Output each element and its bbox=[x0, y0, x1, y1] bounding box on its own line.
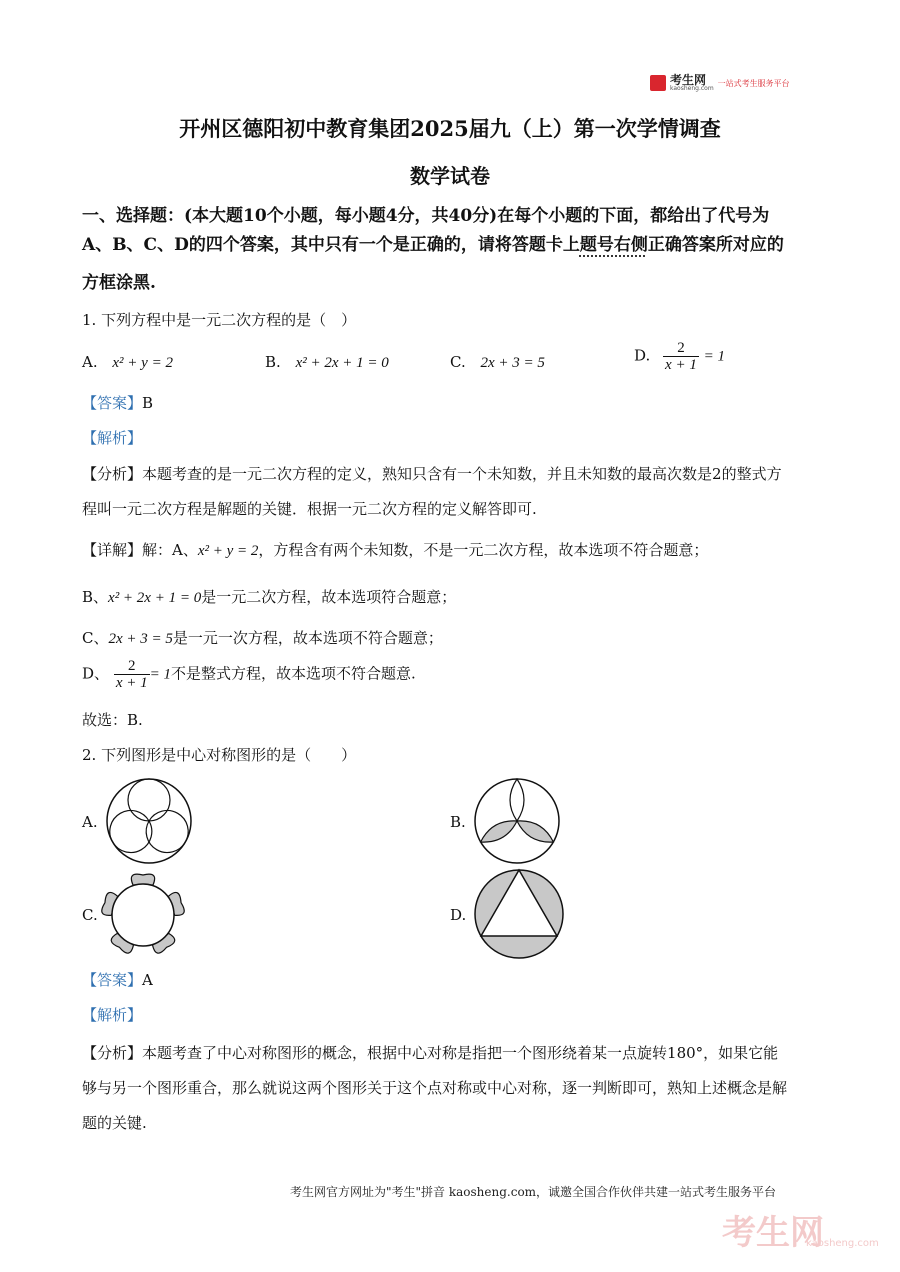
option-fraction bbox=[663, 340, 699, 373]
watermark-sub: kaosheng.com bbox=[806, 1238, 879, 1249]
q1-option-d bbox=[634, 340, 725, 373]
fraction-numerator: 2 bbox=[663, 340, 699, 357]
option-label: B. bbox=[265, 353, 281, 371]
q1-jiexi-tag: 【解析】 bbox=[82, 429, 143, 447]
kaosheng-logo-icon bbox=[650, 75, 666, 91]
instruction-part: A、B、C、D的四个答案，其中只有一个是正确的，请将答题卡上 bbox=[82, 235, 580, 255]
fraction-denominator: x + 1 bbox=[665, 357, 697, 373]
xj-text: B、 bbox=[82, 588, 109, 606]
xj-fraction bbox=[114, 658, 150, 691]
option-math: 2x + 3 = 5 bbox=[480, 355, 545, 371]
q2-fenxi-line2: 够与另一个图形重合，那么就说这两个图形关于这个点对称或中心对称，逐一判断即可，熟知上述概念是解 bbox=[82, 1079, 788, 1097]
q1-xiangjie-a bbox=[82, 540, 708, 561]
fraction-denominator: x + 1 bbox=[115, 675, 148, 691]
page-subtitle: 数学试卷 bbox=[410, 164, 490, 188]
section-instruction-line2 bbox=[82, 234, 784, 256]
xj-text: D、 bbox=[82, 664, 110, 683]
answer-value: B bbox=[142, 394, 154, 412]
xj-math: x² + 2x + 1 = 0 bbox=[108, 590, 202, 606]
q2-option-b-label: B. bbox=[450, 813, 466, 831]
page-footer: 考生网官方网址为"考生"拼音 kaosheng.com，诚邀全国合作伙伴共建一站式考生服务平台 bbox=[290, 1185, 777, 1199]
xj-text: 是一元二次方程，故本选项符合题意； bbox=[201, 588, 457, 606]
logo-sub: kaosheng.com bbox=[670, 85, 714, 92]
logo-name: 考生网 bbox=[670, 73, 707, 87]
fenxi-text: 本题考查的是一元二次方程的定义，熟知只含有一个未知数，并且未知数的最高次数是2的整式方 bbox=[142, 465, 782, 483]
option-math: x² + 2x + 1 = 0 bbox=[295, 355, 389, 371]
fenxi-tag: 【分析】 bbox=[82, 1044, 143, 1062]
header-logo bbox=[650, 74, 790, 92]
q2-figure-b bbox=[473, 777, 561, 865]
fenxi-text: 本题考查了中心对称图形的概念，根据中心对称是指把一个图形绕着某一点旋转180°，如果它能 bbox=[142, 1044, 779, 1062]
logo-slogan: 一站式考生服务平台 bbox=[717, 78, 790, 88]
xj-text: 是一元一次方程，故本选项不符合题意； bbox=[172, 629, 443, 647]
q1-option-a bbox=[82, 352, 173, 373]
option-math: x² + y = 2 bbox=[112, 355, 173, 371]
xj-math: x² + y = 2 bbox=[197, 543, 259, 559]
q1-choose: 故选：B. bbox=[82, 711, 143, 729]
instruction-part: 正确答案所对应的 bbox=[647, 235, 784, 255]
watermark-logo: 考生网 bbox=[722, 1213, 824, 1253]
option-label: D. bbox=[634, 346, 651, 365]
q2-option-c-label: C. bbox=[82, 906, 98, 924]
answer-value: A bbox=[142, 971, 153, 989]
xj-text: ，方程含有两个未知数，不是一元二次方程，故本选项不符合题意； bbox=[258, 541, 709, 559]
q1-xiangjie-b bbox=[82, 587, 456, 608]
q2-figure-d bbox=[473, 868, 565, 960]
xj-text: 解：A、 bbox=[142, 541, 198, 559]
q2-fenxi-line3: 题的关键. bbox=[82, 1114, 147, 1132]
q1-answer bbox=[82, 393, 153, 413]
q2-answer bbox=[82, 970, 153, 990]
q1-xiangjie-d bbox=[82, 658, 416, 691]
instruction-emphasis: 题号右侧 bbox=[579, 235, 648, 255]
q2-stem: 2. 下列图形是中心对称图形的是（ ） bbox=[82, 746, 357, 764]
fraction-numerator: 2 bbox=[114, 658, 150, 675]
q2-figure-c bbox=[98, 868, 188, 958]
xj-text: C、 bbox=[82, 629, 109, 647]
option-rhs: = 1 bbox=[703, 348, 725, 365]
q1-xiangjie-c bbox=[82, 628, 443, 649]
section-instruction-line3: 方框涂黑. bbox=[82, 273, 156, 293]
q2-option-a-label: A. bbox=[82, 813, 98, 831]
q2-option-d-label: D. bbox=[450, 906, 467, 924]
q2-jiexi-tag: 【解析】 bbox=[82, 1006, 143, 1024]
q1-stem: 1. 下列方程中是一元二次方程的是（ ） bbox=[82, 311, 357, 329]
q1-fenxi-line2: 程叫一元二次方程是解题的关键．根据一元二次方程的定义解答即可. bbox=[82, 500, 537, 518]
xj-math: 2x + 3 = 5 bbox=[108, 631, 173, 647]
q1-fenxi-line1 bbox=[82, 464, 782, 484]
q1-option-b bbox=[265, 352, 389, 373]
answer-tag: 【答案】 bbox=[82, 971, 143, 989]
option-label: C. bbox=[450, 353, 466, 371]
xj-text: 不是整式方程，故本选项不符合题意. bbox=[170, 664, 416, 683]
section-instruction-line1: 一、选择题：(本大题10个小题，每小题4分，共40分)在每个小题的下面，都给出了代号为 bbox=[82, 206, 770, 226]
fenxi-tag: 【分析】 bbox=[82, 465, 143, 483]
q1-option-c bbox=[450, 352, 545, 373]
option-label: A. bbox=[82, 353, 98, 371]
page-title: 开州区德阳初中教育集团2025届九（上）第一次学情调查 bbox=[179, 116, 721, 141]
q2-fenxi-line1 bbox=[82, 1043, 778, 1063]
answer-tag: 【答案】 bbox=[82, 394, 143, 412]
q2-figure-a bbox=[105, 777, 193, 865]
xiangjie-tag: 【详解】 bbox=[82, 541, 143, 559]
xj-math: = 1 bbox=[149, 666, 171, 683]
